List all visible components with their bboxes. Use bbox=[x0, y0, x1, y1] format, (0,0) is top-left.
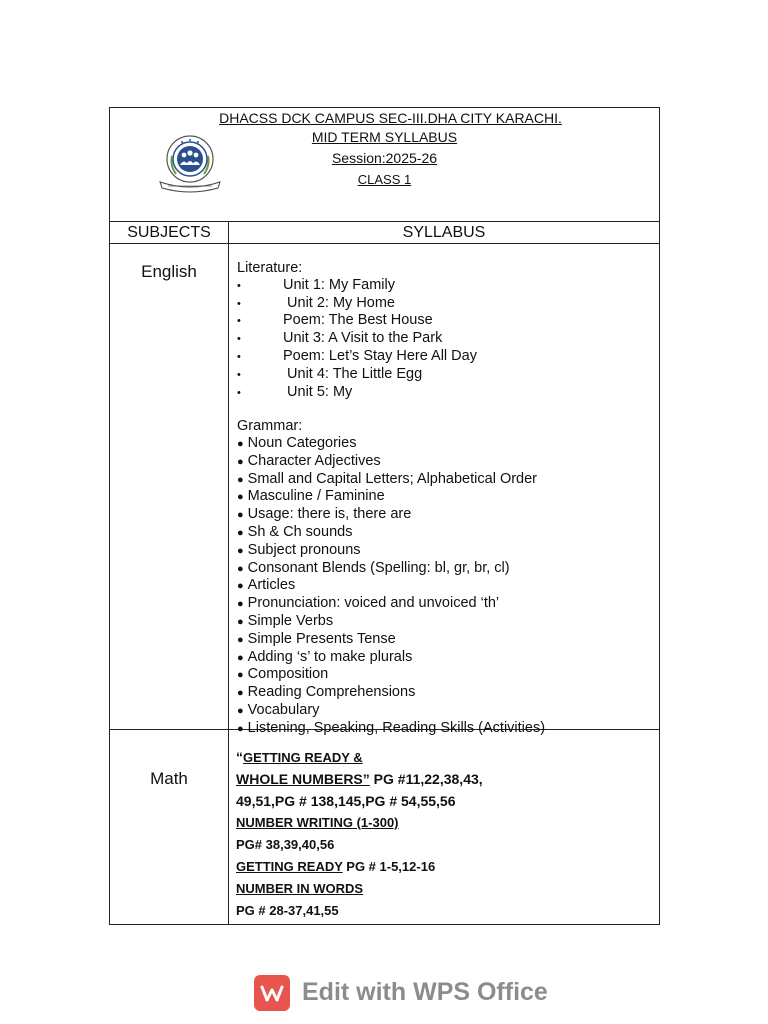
math-syllabus bbox=[236, 746, 656, 922]
math-line: “GETTING READY & bbox=[236, 749, 363, 765]
grammar-item: ● Small and Capital Letters; Alphabetical Order bbox=[237, 470, 538, 487]
subjects-column-header: SUBJECTS bbox=[127, 224, 211, 241]
grammar-item: ● Simple Presents Tense bbox=[237, 630, 396, 647]
literature-item: • Unit 1: My Family bbox=[237, 276, 395, 293]
grammar-item: ● Masculine / Faminine bbox=[237, 488, 385, 505]
wps-watermark-text: Edit with WPS Office bbox=[302, 978, 548, 1006]
literature-heading: Literature: bbox=[237, 260, 303, 276]
bullet-icon: ● bbox=[237, 455, 244, 468]
bullet-icon: ● bbox=[237, 437, 244, 450]
grammar-item: ● Adding ‘s’ to make plurals bbox=[237, 648, 413, 665]
english-syllabus bbox=[237, 260, 657, 738]
bullet-icon: ● bbox=[237, 562, 244, 575]
literature-item: • Unit 2: My Home bbox=[237, 294, 395, 311]
bullet-icon: ● bbox=[237, 544, 244, 557]
math-line: WHOLE NUMBERS” PG #11,22,38,43, bbox=[236, 771, 483, 787]
literature-item: • Unit 3: A Visit to the Park bbox=[237, 330, 443, 347]
grammar-heading: Grammar: bbox=[237, 418, 303, 435]
class-label: CLASS 1 bbox=[357, 172, 412, 187]
bullet-icon: • bbox=[237, 315, 241, 328]
bullet-icon: ● bbox=[237, 580, 244, 593]
grammar-item: ● Simple Verbs bbox=[237, 612, 334, 629]
school-logo bbox=[154, 132, 226, 194]
grammar-item: ● Consonant Blends (Spelling: bl, gr, br, cl) bbox=[237, 559, 510, 576]
bullet-icon: ● bbox=[237, 704, 244, 717]
bullet-icon: ● bbox=[237, 633, 244, 646]
literature-item: • Unit 5: My bbox=[237, 383, 353, 400]
bullet-icon: • bbox=[237, 333, 241, 346]
wps-logo-icon bbox=[254, 975, 290, 1011]
literature-item: • Poem: Let’s Stay Here All Day bbox=[237, 347, 477, 364]
bullet-icon: ● bbox=[237, 669, 244, 682]
bullet-icon: ● bbox=[237, 598, 244, 611]
bullet-icon: ● bbox=[237, 473, 244, 486]
bullet-icon: ● bbox=[237, 722, 244, 735]
grammar-item: ● Character Adjectives bbox=[237, 452, 381, 469]
wps-watermark bbox=[254, 975, 548, 1013]
math-line: PG # 28-37,41,55 bbox=[236, 903, 339, 918]
school-name: DHACSS DCK CAMPUS SEC-III.DHA CITY KARACHI. bbox=[219, 110, 562, 126]
bullet-icon: • bbox=[237, 386, 241, 399]
math-line: PG# 38,39,40,56 bbox=[236, 837, 335, 852]
syllabus-title: MID TERM SYLLABUS bbox=[311, 129, 458, 145]
bullet-icon: • bbox=[237, 350, 241, 363]
subject-english: English bbox=[141, 262, 197, 281]
bullet-icon: ● bbox=[237, 651, 244, 664]
syllabus-column-header: SYLLABUS bbox=[402, 224, 486, 241]
grammar-item: ● Listening, Speaking, Reading Skills (Activities) bbox=[237, 719, 546, 736]
bullet-icon: ● bbox=[237, 687, 244, 700]
grammar-item: ● Articles bbox=[237, 577, 296, 594]
bullet-icon: ● bbox=[237, 615, 244, 628]
math-line: NUMBER IN WORDS bbox=[236, 881, 364, 896]
header-cell bbox=[110, 108, 659, 222]
bullet-icon: • bbox=[237, 279, 241, 292]
grammar-item: ● Pronunciation: voiced and unvoiced ‘th’ bbox=[237, 595, 500, 612]
session-label: Session:2025-26 bbox=[331, 150, 438, 166]
grammar-item: ● Reading Comprehensions bbox=[237, 684, 416, 701]
syllabus-table bbox=[109, 107, 660, 925]
bullet-icon: • bbox=[237, 368, 241, 381]
grammar-item: ● Usage: there is, there are bbox=[237, 506, 412, 523]
grammar-item: ● Sh & Ch sounds bbox=[237, 523, 353, 540]
bullet-icon: • bbox=[237, 297, 241, 310]
subject-math: Math bbox=[150, 769, 188, 788]
literature-item: • Unit 4: The Little Egg bbox=[237, 365, 423, 382]
bullet-icon: ● bbox=[237, 491, 244, 504]
math-line: GETTING READY PG # 1-5,12-16 bbox=[236, 859, 436, 874]
grammar-list bbox=[237, 435, 657, 738]
grammar-item: ● Composition bbox=[237, 666, 329, 683]
row-divider bbox=[110, 243, 659, 244]
column-divider bbox=[228, 222, 229, 924]
math-line: NUMBER WRITING (1-300) bbox=[236, 815, 399, 830]
grammar-item: ● Subject pronouns bbox=[237, 541, 361, 558]
grammar-item: ● Vocabulary bbox=[237, 701, 320, 718]
bullet-icon: ● bbox=[237, 526, 244, 539]
literature-item: • Poem: The Best House bbox=[237, 312, 433, 329]
grammar-item: ● Noun Categories bbox=[237, 434, 357, 451]
literature-list bbox=[237, 277, 657, 402]
math-line: 49,51,PG # 138,145,PG # 54,55,56 bbox=[236, 793, 456, 809]
bullet-icon: ● bbox=[237, 509, 244, 522]
